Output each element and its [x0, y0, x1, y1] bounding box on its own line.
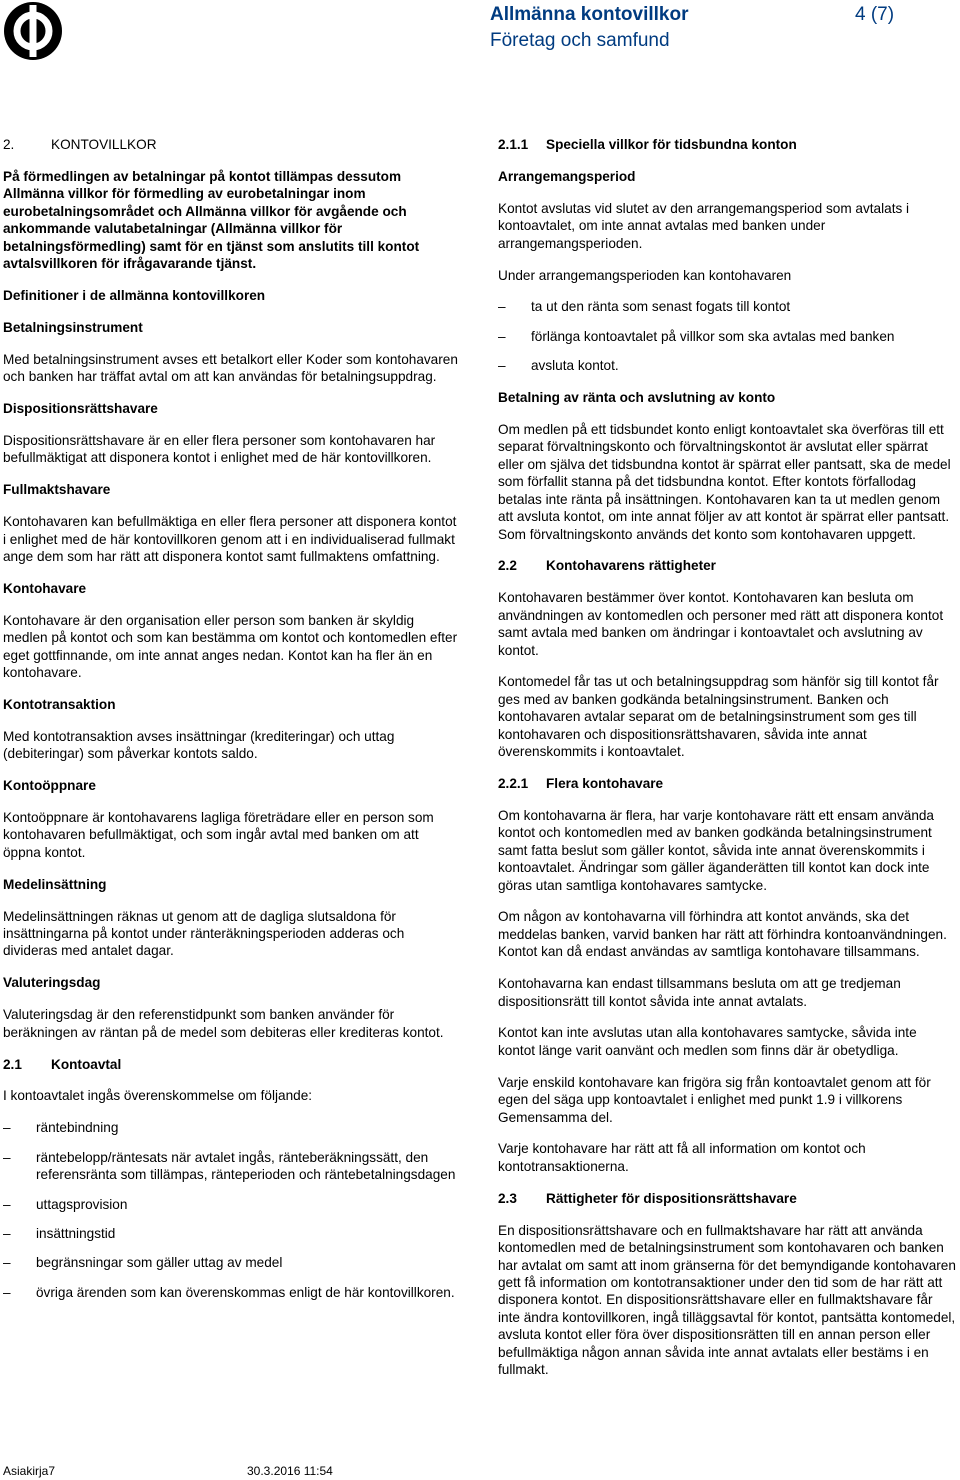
paragraph: En dispositionsrättshavare och en fullmaktshavare har rätt att använda kontomedlen med de betalningsinstrument som kontohavaren och banken har avtalat om samt att inom gränserna för det bemyndigande kontohavaren gett få information om kontotransaktioner under den tid som de har rätt att disponera kontot. En dispositionsrättshavare eller en fullmaktshavare får inte ändra kontovillkoren, ingå tilläggsavtal för kontot, pantsätta kontomedel, avsluta kontot eller föra över dispositionsrätten till en annan person eller befullmäktiga någon annan såvida inte annat avtalats eller bestäms i en fullmakt. — [498, 1222, 956, 1377]
term-heading: Betalningsinstrument — [3, 319, 143, 335]
section-2-2-heading: 2.2 Kontohavarens rättigheter — [498, 558, 716, 574]
list-item: – ta ut den ränta som senast fogats till kontot — [498, 298, 956, 315]
list-item: – insättningstid — [3, 1225, 458, 1242]
section-2-1-heading: 2.1 Kontoavtal — [3, 1056, 122, 1072]
subheading: Betalning av ränta och avslutning av konto — [498, 390, 776, 406]
paragraph: Kontot avslutas vid slutet av den arrangemangsperiod som avtalats i kontoavtalet, om inte annat avtalas med banken under arrangemangsperioden. — [498, 200, 910, 251]
section-2-3-heading: 2.3 Rättigheter för dispositionsrättshavare — [498, 1190, 797, 1206]
section-2-2-1-heading: 2.2.1 Flera kontohavare — [498, 775, 664, 791]
list-item: – övriga ärenden som kan överenskommas enligt de här kontovillkoren. — [3, 1284, 458, 1301]
paragraph: Om någon av kontohavarna vill förhindra att kontot används, ska det meddelas banken, varvid banken har rätt att förhindra kontoanvändningen. Kontot kan då endast användas av samtliga kontohavare tillsammans. — [498, 909, 947, 960]
subheading: Arrangemangsperiod — [498, 168, 636, 184]
arrangemang-list — [498, 298, 956, 374]
op-logo — [4, 2, 62, 60]
paragraph: Kontohavaren bestämmer över kontot. Kontohavaren kan besluta om användningen av kontomedlen och personer med rätt att disponera kontot samt avtala med banken om ändringar i kontoavtalet och avslutning av kontot. — [498, 590, 944, 658]
term-definition: Kontohavare är den organisation eller person som banken är skyldig medlen på kontot och som kan bestämma om kontot och kontomedlen efter eget gottfinnande, om inte annat anges nedan. Kontot kan ha fler än en kontohavare. — [3, 612, 458, 680]
footer-document-name: Asiakirja7 — [3, 1464, 56, 1478]
term-heading: Fullmaktshavare — [3, 482, 111, 498]
section-2-heading: 2. KONTOVILLKOR — [3, 137, 157, 152]
footer-timestamp: 30.3.2016 11:54 — [247, 1464, 333, 1478]
term-definition: Dispositionsrättshavare är en eller flera personer som kontohavaren har befullmäktigat att disponera kontot i enlighet med de här kontovillkoren. — [3, 432, 436, 466]
page-number: 4 (7) — [855, 4, 895, 25]
term-definition: Kontoöppnare är kontohavarens lagliga företrädare eller en person som kontohavaren befullmäktigat, och som ingår avtal med banken om att öppna kontot. — [3, 809, 434, 860]
section-2-1-intro: I kontoavtalet ingås överenskommelse om följande: — [3, 1088, 313, 1104]
paragraph: Varje enskild kontohavare kan frigöra sig från kontoavtalet genom att för egen del säga upp kontoavtalet i enlighet med punkt 1.9 i villkorens Gemensamma del. — [498, 1074, 931, 1125]
section-2-1-1-heading: 2.1.1 Speciella villkor för tidsbundna konton — [498, 137, 797, 152]
list-item: – begränsningar som gäller uttag av medel — [3, 1254, 458, 1271]
paragraph: Varje kontohavare har rätt att få all information om kontot och kontotransaktionerna. — [498, 1141, 866, 1174]
list-item: – räntebelopp/räntesats när avtalet ingås, ränteberäkningssätt, den referensränta som tillämpas, ränteperioden och räntebetalningsdagen — [3, 1149, 458, 1184]
kontoavtal-list — [3, 1119, 458, 1301]
term-definition: Med kontotransaktion avses insättningar (krediteringar) och uttag (debiteringar) som påverkar kontots saldo. — [3, 728, 395, 762]
document-title: Allmänna kontovillkor — [490, 4, 689, 25]
term-definition: Medelinsättningen räknas ut genom att de dagliga slutsaldona för insättningarna på kontot under ränteräkningsperioden adderas och divideras med antalet dagar. — [3, 908, 405, 959]
list-item: – räntebindning — [3, 1119, 458, 1136]
paragraph: Kontohavarna kan endast tillsammans besluta om att ge tredjeman dispositionsrätt till kontot såvida inte annat avtalats. — [498, 976, 901, 1009]
intro-paragraph: På förmedlingen av betalningar på kontot tillämpas dessutom Allmänna villkor för förmedling av eurobetalningar inom eurobetalningsområdet och Allmänna villkor för avgående och ankommande valutabetalningar (Allmänna villkor för betalningsförmedling) samt för en tjänst som anslutits till kontot avtalsvillkoren för ifrågavarande tjänst. — [3, 168, 420, 271]
term-heading: Kontoöppnare — [3, 778, 96, 794]
term-definition: Valuteringsdag är den referenstidpunkt som banken använder för beräkningen av räntan på de medel som debiteras eller krediteras kontot. — [3, 1007, 444, 1040]
list-item: – avsluta kontot. — [498, 357, 956, 374]
term-definition: Med betalningsinstrument avses ett betalkort eller Koder som kontohavaren och banken har träffat avtal om att kan användas för betalningsuppdrag. — [3, 351, 458, 385]
term-heading: Kontohavare — [3, 580, 87, 596]
left-column — [3, 136, 458, 1316]
paragraph: Kontot kan inte avslutas utan alla kontohavares samtycke, såvida inte kontot länge varit oanvänt och medlen som finns där är obetydliga. — [498, 1025, 917, 1058]
paragraph: Kontomedel får tas ut och betalningsuppdrag som hänför sig till kontot får ges med av banken godkända betalningsinstrument. Banken och kontohavaren avtalar separat om de betalningsinstrument som ges till kontohavaren och dispositionsrättshavaren, såvida inte annat överenskommits i kontoavtalet. — [498, 674, 939, 760]
list-item: – förlänga kontoavtalet på villkor som ska avtalas med banken — [498, 328, 956, 345]
term-definition: Kontohavaren kan befullmäktiga en eller flera personer att disponera kontot i enlighet med de här kontovillkoren genom att i en individualiserad fullmakt ange dem som har rätt att disponera kontot samt fullmaktens omfattning. — [3, 514, 457, 564]
right-column — [498, 136, 956, 1393]
term-heading: Medelinsättning — [3, 876, 107, 892]
term-heading: Valuteringsdag — [3, 975, 101, 991]
document-subtitle: Företag och samfund — [490, 30, 670, 51]
term-heading: Dispositionsrättshavare — [3, 400, 158, 416]
term-heading: Kontotransaktion — [3, 696, 116, 712]
list-item: – uttagsprovision — [3, 1196, 458, 1213]
paragraph: Under arrangemangsperioden kan kontohavaren — [498, 267, 792, 283]
paragraph: Om medlen på ett tidsbundet konto enligt kontoavtalet ska överföras till ett separat förvaltningskonto och förvaltningskontot är avslutat eller spärrat eller om själva det tidsbundna kontot är spärrat eller pantsatt, ska de medel som förfallit stanna på det tidsbundna kontot. Efter kontots förfallodag betalas inte ränta på insättningen. Kontohavaren kan ta ut medlen genom att avsluta kontot, om inte annat följer av att kontot är spärrat eller pantsatt. Som förvaltningskonto används det konto som kontohavaren uppgett. — [498, 422, 951, 542]
definitions-heading: Definitioner i de allmänna kontovillkoren — [3, 287, 266, 303]
paragraph: Om kontohavarna är flera, har varje kontohavare rätt ett ensam använda kontot och kontomedlen med av banken godkända betalningsinstrument samt fatta beslut som gäller kontot, såvida inte annat överenskommits i kontoavtalet. Ändringar som gäller äganderätten till kontot kan dock inte göras utan samtliga kontohavares samtycke. — [498, 807, 934, 893]
